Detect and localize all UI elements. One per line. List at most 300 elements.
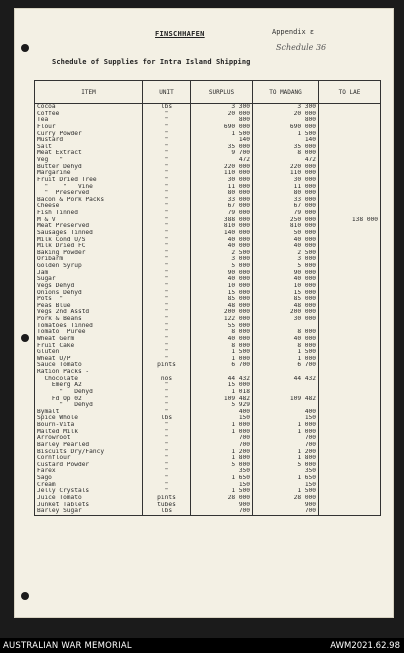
cell-item: Tomato Puree [35,329,143,336]
table-row [35,508,381,515]
table-row [35,369,381,376]
table-row [35,150,381,157]
cell-madang: 80 000 [253,190,319,197]
column-header-to-lae: TO LAE [319,81,381,104]
cell-item: Mustard [35,137,143,144]
cell-unit: lbs [143,508,191,515]
cell-lae [319,237,381,244]
cell-item: Farex [35,468,143,475]
cell-madang: 28 000 [253,495,319,502]
cell-surplus: 690 000 [191,124,253,131]
cell-unit: nos [143,376,191,383]
cell-lae [319,349,381,356]
cell-unit: " [143,170,191,177]
cell-lae [319,508,381,515]
cell-madang: 5 000 [253,462,319,469]
cell-madang: 400 [253,409,319,416]
cell-surplus: 28 000 [191,495,253,502]
table-row [35,197,381,204]
table-row [35,190,381,197]
cell-item: Barley Sugar [35,508,143,515]
cell-lae [319,482,381,489]
table-row [35,462,381,469]
cell-item: Biscuits Dry/Fancy [35,449,143,456]
cell-lae [319,177,381,184]
cell-madang: 140 [253,137,319,144]
cell-surplus: 1 800 [191,455,253,462]
cell-item: Cornflour [35,455,143,462]
cell-unit: " [143,409,191,416]
cell-unit: " [143,429,191,436]
cell-item: Sausages Tinned [35,230,143,237]
cell-lae [319,376,381,383]
cell-unit: " [143,402,191,409]
cell-surplus: 67 000 [191,203,253,210]
cell-lae [319,435,381,442]
cell-madang: 1 800 [253,455,319,462]
cell-item: Milk Dried FC [35,243,143,250]
table-row [35,329,381,336]
cell-unit: " [143,303,191,310]
cell-madang: 67 000 [253,203,319,210]
cell-item: Flour [35,124,143,131]
table-row [35,316,381,323]
cell-surplus: 40 000 [191,336,253,343]
cell-lae [319,316,381,323]
table-row [35,409,381,416]
cell-lae [319,157,381,164]
cell-item: Malted Milk [35,429,143,436]
cell-surplus: 810 000 [191,223,253,230]
table-row [35,283,381,290]
cell-surplus: 1 200 [191,449,253,456]
cell-lae [319,462,381,469]
cell-item: Pots " [35,296,143,303]
cell-lae [319,203,381,210]
cell-item: Bymalt [35,409,143,416]
cell-unit: " [143,144,191,151]
cell-madang: 40 000 [253,237,319,244]
table-row [35,131,381,138]
cell-item: Margarine [35,170,143,177]
table-row [35,336,381,343]
table-row [35,237,381,244]
table-header-row [35,81,381,104]
cell-item: Vegs Dehyd [35,283,143,290]
cell-unit: " [143,150,191,157]
cell-unit: " [143,488,191,495]
cell-unit: " [143,455,191,462]
cell-unit: " [143,117,191,124]
cell-surplus: 55 000 [191,323,253,330]
cell-item: Bacon & Pork Packs [35,197,143,204]
cell-unit: " [143,243,191,250]
table-row [35,343,381,350]
cell-madang [253,389,319,396]
cell-lae [319,409,381,416]
cell-item: Coffee [35,111,143,118]
table-row [35,230,381,237]
cell-unit: " [143,184,191,191]
cell-lae [319,475,381,482]
cell-unit: " [143,336,191,343]
cell-madang: 33 000 [253,197,319,204]
cell-lae [319,256,381,263]
cell-madang: 200 000 [253,309,319,316]
cell-lae [319,502,381,509]
cell-madang [253,402,319,409]
cell-lae [319,263,381,270]
cell-lae [319,131,381,138]
cell-surplus: 900 [191,502,253,509]
cell-madang: 20 000 [253,111,319,118]
cell-surplus: 1 018 [191,389,253,396]
accession-number: AWM2021.62.98 [330,641,400,651]
table-row [35,475,381,482]
cell-lae [319,276,381,283]
table-row [35,429,381,436]
cell-madang [253,323,319,330]
cell-lae [319,343,381,350]
table-row [35,356,381,363]
cell-madang: 85 000 [253,296,319,303]
cell-item: Cocoa [35,104,143,111]
cell-unit: " [143,482,191,489]
cell-lae [319,329,381,336]
table-row [35,422,381,429]
cell-surplus: 150 [191,482,253,489]
cell-surplus: 1 500 [191,488,253,495]
cell-madang: 1 650 [253,475,319,482]
cell-surplus: 800 [191,117,253,124]
cell-madang: 15 000 [253,290,319,297]
cell-lae [319,283,381,290]
cell-lae [319,230,381,237]
column-header-surplus: SURPLUS [191,81,253,104]
cell-item: Curry Powder [35,131,143,138]
cell-item: M & V [35,217,143,224]
cell-surplus: 472 [191,157,253,164]
column-header-to-madang: TO MADANG [253,81,319,104]
table-row [35,296,381,303]
cell-madang: 8 000 [253,329,319,336]
cell-madang: 109 482 [253,396,319,403]
cell-item: Junket Tablets [35,502,143,509]
cell-unit: " [143,343,191,350]
cell-lae [319,150,381,157]
cell-madang: 2 500 [253,250,319,257]
cell-surplus: 350 [191,468,253,475]
cell-madang: 6 700 [253,362,319,369]
cell-surplus: 44 432 [191,376,253,383]
cell-madang: 1 000 [253,422,319,429]
cell-surplus: 2 500 [191,250,253,257]
cell-surplus: 400 [191,409,253,416]
cell-unit: " [143,164,191,171]
cell-item: Cream [35,482,143,489]
cell-surplus [191,369,253,376]
table-row [35,323,381,330]
table-row [35,502,381,509]
cell-unit: " [143,349,191,356]
cell-madang: 40 000 [253,243,319,250]
cell-madang: 44 432 [253,376,319,383]
table-row [35,435,381,442]
cell-item: Wheat Germ [35,336,143,343]
cell-lae [319,124,381,131]
cell-item: Meat Extract [35,150,143,157]
table-row [35,303,381,310]
cell-surplus: 8 000 [191,343,253,350]
cell-unit: " [143,237,191,244]
cell-surplus: 90 000 [191,270,253,277]
cell-unit: " [143,276,191,283]
table-row [35,349,381,356]
cell-surplus: 140 [191,137,253,144]
cell-unit: " [143,223,191,230]
cell-madang: 1 500 [253,131,319,138]
cell-lae [319,164,381,171]
cell-lae [319,455,381,462]
cell-item: Chocolate [35,376,143,383]
cell-surplus: 10 000 [191,283,253,290]
cell-lae [319,422,381,429]
cell-item: Barley Pearled [35,442,143,449]
cell-madang: 350 [253,468,319,475]
cell-lae [319,184,381,191]
cell-item: Vegs 2nd Asstd [35,309,143,316]
cell-madang: 1 000 [253,356,319,363]
cell-surplus: 40 000 [191,276,253,283]
cell-unit: " [143,124,191,131]
cell-item: Onions Dehyd [35,290,143,297]
cell-item: Pork & Beans [35,316,143,323]
cell-item: Cheese [35,203,143,210]
cell-madang: 250 000 [253,217,319,224]
table-row [35,270,381,277]
table-row [35,382,381,389]
table-row [35,203,381,210]
cell-lae [319,442,381,449]
cell-lae [319,303,381,310]
table-row [35,309,381,316]
table-row [35,137,381,144]
cell-unit [143,369,191,376]
cell-surplus: 15 000 [191,382,253,389]
cell-surplus: 40 000 [191,237,253,244]
cell-lae [319,309,381,316]
cell-unit: " [143,197,191,204]
cell-lae [319,369,381,376]
cell-lae [319,356,381,363]
cell-surplus: 6 700 [191,362,253,369]
cell-madang: 11 000 [253,184,319,191]
cell-unit: " [143,296,191,303]
cell-surplus: 1 500 [191,131,253,138]
cell-item: " Dehyd [35,389,143,396]
cell-surplus: 20 000 [191,111,253,118]
table-row [35,276,381,283]
cell-unit: " [143,217,191,224]
cell-item: Fruit Dried Tree [35,177,143,184]
table-row [35,124,381,131]
cell-unit: pints [143,362,191,369]
cell-madang: 3 000 [253,256,319,263]
cell-unit: " [143,190,191,197]
source-caption: AUSTRALIAN WAR MEMORIAL [3,641,132,651]
cell-madang: 50 000 [253,230,319,237]
cell-surplus: 150 [191,415,253,422]
cell-lae [319,382,381,389]
cell-surplus: 200 000 [191,309,253,316]
cell-surplus: 48 000 [191,303,253,310]
cell-lae [319,197,381,204]
cell-item: Emerg A2 [35,382,143,389]
cell-lae [319,144,381,151]
cell-madang: 150 [253,415,319,422]
cell-surplus: 33 000 [191,197,253,204]
cell-item: Milk Cond U/S [35,237,143,244]
table-body [35,104,381,516]
cell-madang: 1 500 [253,349,319,356]
table-row [35,184,381,191]
table-row [35,144,381,151]
cell-item: " " Vine [35,184,143,191]
cell-surplus: 1 000 [191,422,253,429]
cell-unit: " [143,389,191,396]
cell-lae [319,270,381,277]
cell-lae [319,296,381,303]
cell-madang: 700 [253,435,319,442]
cell-madang: 1 200 [253,449,319,456]
table-row [35,217,381,224]
cell-lae [319,117,381,124]
cell-unit: " [143,250,191,257]
cell-lae [319,429,381,436]
cell-madang: 40 000 [253,276,319,283]
cell-lae [319,111,381,118]
cell-madang [253,369,319,376]
table-row [35,482,381,489]
cell-surplus: 3 000 [191,256,253,263]
cell-item: Meat Preserved [35,223,143,230]
cell-madang: 1 500 [253,488,319,495]
cell-item: Bourn-Vita [35,422,143,429]
table-row [35,223,381,230]
cell-item: Veg " [35,157,143,164]
cell-madang: 900 [253,502,319,509]
table-row [35,243,381,250]
cell-surplus: 15 000 [191,290,253,297]
cell-unit: " [143,203,191,210]
cell-surplus: 122 000 [191,316,253,323]
cell-lae [319,170,381,177]
cell-lae [319,389,381,396]
handwritten-schedule-note: Schedule 36 [276,43,327,52]
cell-unit: " [143,449,191,456]
supplies-table [34,80,381,516]
cell-surplus: 8 000 [191,329,253,336]
table-row [35,157,381,164]
document-subtitle: Schedule of Supplies for Intra Island Shipping [52,58,251,66]
table-row [35,495,381,502]
cell-surplus: 700 [191,508,253,515]
cell-madang: 48 000 [253,303,319,310]
punch-hole [21,592,29,600]
cell-lae [319,223,381,230]
table-row [35,488,381,495]
cell-madang: 110 000 [253,170,319,177]
column-header-unit: UNIT [143,81,191,104]
cell-madang: 700 [253,442,319,449]
cell-surplus: 5 929 [191,402,253,409]
table-row [35,376,381,383]
table-row [35,117,381,124]
table-row [35,170,381,177]
cell-madang: 35 000 [253,144,319,151]
cell-unit: " [143,283,191,290]
table-row [35,210,381,217]
cell-item: Spice Whole [35,415,143,422]
cell-surplus: 80 000 [191,190,253,197]
cell-surplus: 9 700 [191,150,253,157]
cell-surplus: 1 000 [191,356,253,363]
cell-item: Ration Packs - [35,369,143,376]
cell-surplus: 700 [191,442,253,449]
cell-unit: " [143,382,191,389]
table-row [35,263,381,270]
cell-surplus: 1 500 [191,349,253,356]
cell-item: Sauce Tomato [35,362,143,369]
cell-unit: " [143,309,191,316]
table-row [35,415,381,422]
cell-surplus: 110 000 [191,170,253,177]
table-row [35,468,381,475]
cell-unit: " [143,323,191,330]
cell-lae [319,250,381,257]
cell-unit: " [143,270,191,277]
cell-unit: " [143,316,191,323]
table-row [35,455,381,462]
punch-hole [21,44,29,52]
cell-surplus: 220 000 [191,164,253,171]
cell-item: Sago [35,475,143,482]
cell-unit: " [143,230,191,237]
cell-item: Jelly Crystals [35,488,143,495]
cell-lae [319,468,381,475]
table-row [35,396,381,403]
cell-lae [319,396,381,403]
cell-item: Jam [35,270,143,277]
cell-unit: " [143,290,191,297]
table-row [35,256,381,263]
cell-unit: " [143,435,191,442]
cell-item: Fish Tinned [35,210,143,217]
appendix-label: Appendix ε [272,28,315,36]
cell-item: Golden Syrup [35,263,143,270]
cell-lae [319,402,381,409]
cell-unit: " [143,137,191,144]
cell-surplus: 109 482 [191,396,253,403]
cell-surplus: 5 000 [191,462,253,469]
cell-lae [319,210,381,217]
cell-item: Butter Dehyd [35,164,143,171]
cell-surplus: 5 000 [191,263,253,270]
cell-lae [319,137,381,144]
cell-madang: 8 000 [253,343,319,350]
cell-lae [319,290,381,297]
cell-lae [319,415,381,422]
